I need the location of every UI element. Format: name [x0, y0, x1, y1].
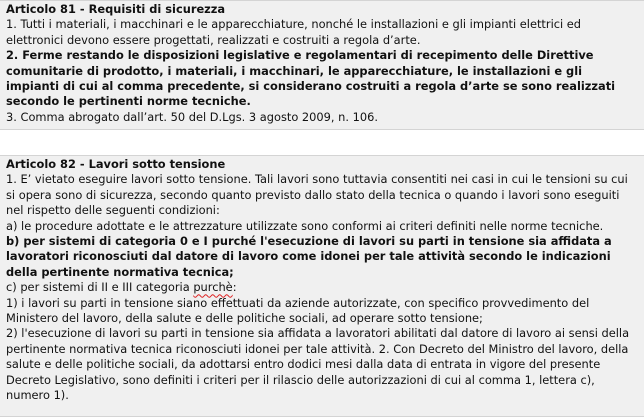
- article-81-paragraph-2: 2. Ferme restando le disposizioni legislative e regolamentari di recepimento delle Direttive comunitarie di prodotto, i materiali, i macchinari, le apparecchiature, le installazioni e gli impianti di cui al comma precedente, si considerano costruiti a regola d’arte se sono realizzati secondo le pertinenti norme tecniche.: [6, 48, 616, 109]
- spellcheck-word: purchè: [193, 280, 233, 295]
- article-82-point-c: [6, 280, 638, 295]
- article-82-title: [6, 157, 638, 172]
- article-82-block: [0, 155, 644, 417]
- article-82-paragraph-1: 1. E’ vietato eseguire lavori sotto tensione. Tali lavori sono tuttavia consentiti nei casi in cui le tensioni su cui si opera sono di sicurezza, secondo quanto previsto dallo stato della tecnica o quando i lavori sono eseguiti nel rispetto delle seguenti condizioni:: [6, 172, 628, 218]
- article-82-point-b: b) per sistemi di categoria 0 e I purché l'esecuzione di lavori su parti in tensione sia affidata a lavoratori riconosciuti dal datore di lavoro come idonei per tale attività secondo le indicazioni della pertinente normativa tecnica;: [6, 234, 612, 279]
- article-82-point-a: a) le procedure adottate e le attrezzature utilizzate sono conformi ai criteri definiti nelle norme tecniche.: [6, 218, 604, 233]
- article-82-number: Articolo 82: [6, 157, 76, 171]
- article-81-number: Articolo 81: [6, 2, 76, 16]
- article-81-block: [0, 0, 644, 130]
- article-81-paragraph-3: 3. Comma abrogato dall’art. 50 del D.Lgs. 3 agosto 2009, n. 106.: [6, 109, 378, 124]
- article-81-separator: -: [75, 2, 89, 16]
- article-82-separator: -: [75, 157, 89, 171]
- article-81-paragraph-1: 1. Tutti i materiali, i macchinari e le apparecchiature, nonché le installazioni e gli impianti elettrici ed elettronici devono essere progettati, realizzati e costruiti a regola d’arte.: [6, 17, 582, 47]
- article-82-heading: Lavori sotto tensione: [88, 157, 226, 171]
- article-81-title: [6, 2, 638, 17]
- article-82-point-c-2: 2) l'esecuzione di lavori su parti in tensione sia affidata a lavoratori abilitati dal datore di lavoro ai sensi della pertinente normativa tecnica riconosciuti idonei per tale attività. 2. Con Decreto del Ministro del lavoro, della salute e delle politiche sociali, da adottarsi entro dodici mesi dalla data di entrata in vigore del presente Decreto Legislativo, sono definiti i criteri per il rilascio delle autorizzazioni di cui al comma 1, lettera c), numero 1).: [6, 326, 630, 403]
- article-82-point-c-text: c) per sistemi di II e III categoria: [6, 280, 194, 295]
- article-82-point-c-1: 1) i lavori su parti in tensione siano effettuati da aziende autorizzate, con specifico provvedimento del Ministero del lavoro, della salute e delle politiche sociali, ad operare sotto tensione;: [6, 295, 590, 326]
- article-82-point-c-colon: :: [232, 280, 237, 295]
- article-81-heading: Requisiti di sicurezza: [88, 2, 226, 16]
